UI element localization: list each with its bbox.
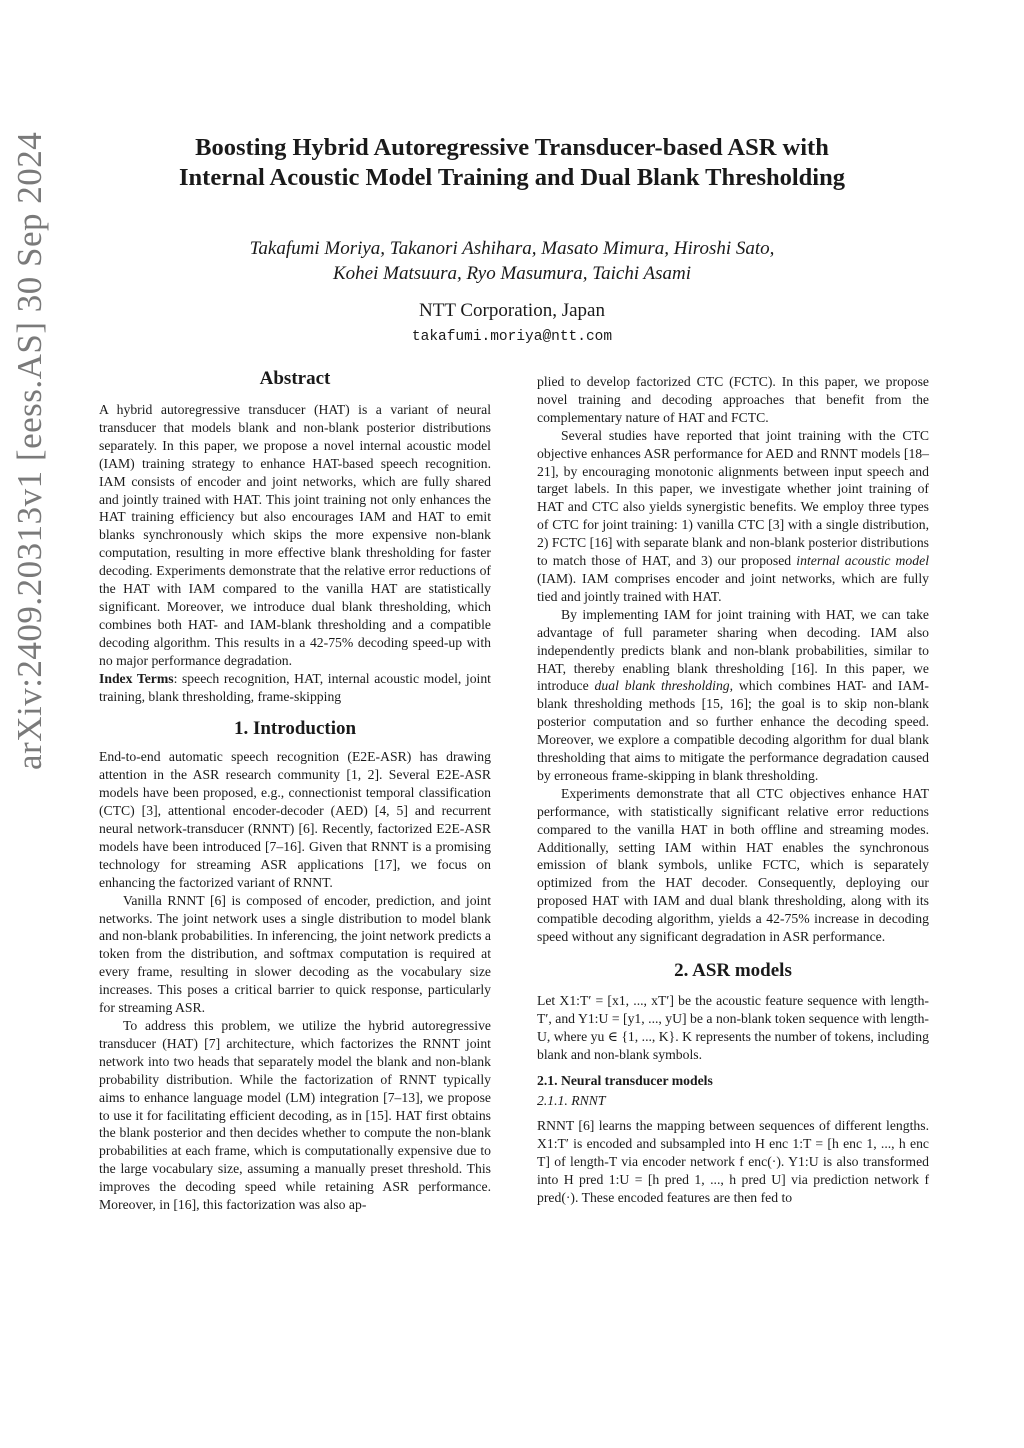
right-column (537, 373, 929, 1207)
affiliation: NTT Corporation, Japan (419, 300, 605, 321)
asr-paragraph-2: RNNT [6] learns the mapping between sequences of different lengths. X1:T′ is encoded and subsampled into H enc 1:T = [h enc 1, ..., h enc T] of length-T via encoder network f enc(·). Y1:U is also transformed into H pred 1:U = [h pred 1, ..., h pred U] via prediction network f pred(·). These encoded features are then fed to (537, 1118, 929, 1206)
intro-paragraph-7: Experiments demonstrate that all CTC objectives enhance HAT performance, with statistically significant relative error reductions compared to the vanilla HAT in both offline and streaming modes. Additionally, setting IAM within HAT enables the synchronous emission of blank symbols, unlike FCTC, which is separately optimized from the HAT decoder. Consequently, deploying our proposed HAT with IAM and dual blank thresholding, along with its compatible decoding algorithm, yields a 42-75% increase in decoding speed without any significant degradation in ASR performance. (537, 785, 929, 945)
intro-p6-emphasis: dual blank thresholding (594, 678, 730, 694)
introduction-heading: 1. Introduction (233, 718, 357, 740)
neural-transducer-subheading: 2.1. Neural transducer models (537, 1072, 713, 1088)
intro-p5-text-b: (IAM). IAM comprises encoder and joint networks, which are fully tied and jointly trained with HAT. (537, 570, 929, 604)
authors-line-1: Takafumi Moriya, Takanori Ashihara, Masato Mimura, Hiroshi Sato, (249, 238, 775, 259)
asr-paragraph-1: Let X1:T′ = [x1, ..., xT′] be the acoustic feature sequence with length-T′, and Y1:U = [y1, ..., yU] be a non-blank token sequence with length-U, where yu ∈ {1, ..., K}. K represents the number of tokens, including blank and non-blank symbols. (537, 993, 929, 1062)
author-list (120, 236, 904, 286)
rnnt-subsubheading: 2.1.1. RNNT (537, 1092, 606, 1108)
asr-models-heading: 2. ASR models (674, 960, 792, 981)
arxiv-identifier: arXiv:2409.20313v1 [eess.AS] 30 Sep 2024 (10, 131, 49, 770)
intro-paragraph-5 (537, 427, 929, 606)
paper-title (120, 133, 904, 193)
index-terms (99, 670, 491, 706)
abstract-text: A hybrid autoregressive transducer (HAT) is a variant of neural transducer that models blank and non-blank posterior distributions separately. In this paper, we propose a novel internal acoustic model (IAM) training strategy to enhance HAT-based speech recognition. IAM consists of encoder and joint networks, which are fully shared and jointly trained with HAT. This joint training not only enhances the HAT training efficiency but also encourages IAM and HAT to emit blanks synchronously which skips the more expensive non-blank computation, resulting in more effective blank thresholding for faster decoding. Experiments demonstrate that the relative error reductions of the HAT with IAM compared to the vanilla HAT are statistically significant. Moreover, we introduce dual blank thresholding, which combines both HAT- and IAM-blank thresholding and a compatible decoding algorithm. This results in a 42-75% decoding speed-up with no major performance degradation. (99, 402, 491, 668)
title-line-1: Boosting Hybrid Autoregressive Transducer-based ASR with (195, 134, 829, 161)
intro-paragraph-6 (537, 606, 929, 785)
intro-p5-emphasis: internal acoustic model (796, 553, 929, 569)
intro-paragraph-3: To address this problem, we utilize the hybrid autoregressive transducer (HAT) [7] architecture, which factorizes the RNNT joint network into two heads that separately model the blank and non-blank probability distribution. While the factorization of RNNT typically aims to enhance language model (LM) integration [7–13], we propose to use it for facilitating efficient decoding, as in [15]. HAT first obtains the blank posterior and then decides whether to compute the non-blank probabilities at each frame, which is computationally expensive due to the large vocabulary size, assuming a manually preset threshold. This improves the decoding speed while retaining ASR performance. Moreover, in [16], this factorization was also ap- (99, 1018, 491, 1213)
intro-paragraph-1: End-to-end automatic speech recognition (E2E-ASR) has drawing attention in the ASR research community [1, 2]. Several E2E-ASR models have been proposed, e.g., connectionist temporal classification (CTC) [3], attentional encoder-decoder (AED) [4, 5] and recurrent neural network-transducer (RNNT) [6]. Recently, factorized E2E-ASR models have been introduced [7–16]. Given that RNNT is a promising technology for streaming ASR applications [17], we focus on enhancing the factorized variant of RNNT. (99, 749, 491, 890)
intro-p5-text-a: Several studies have reported that joint training with the CTC objective enhances ASR performance for AED and RNNT models [18–21], by encouraging monotonic alignments between input speech and target labels. In this paper, we investigate whether joint training of HAT and CTC also yields synergistic benefits. We employ three types of CTC for joint training: 1) vanilla CTC [3] with a single distribution, 2) FCTC [16] with separate blank and non-blank posterior distributions to match those of HAT, and 3) our proposed (537, 427, 929, 569)
intro-p6-text-b: , which combines HAT- and IAM-blank thresholding methods [15, 16]; the goal is to skip non-blank posterior computation and so further enhance the decoding speed. Moreover, we explore a compatible decoding algorithm for dual blank thresholding that aims to mitigate the performance degradation caused by erroneous frame-skipping in blank thresholding. (537, 678, 929, 783)
authors-line-2: Kohei Matsuura, Ryo Masumura, Taichi Asami (332, 263, 692, 284)
contact-email: takafumi.moriya@ntt.com (411, 329, 613, 345)
index-terms-text: : speech recognition, HAT, internal acoustic model, joint training, blank thresholding, frame-skipping (99, 670, 491, 704)
title-line-2: Internal Acoustic Model Training and Dual Blank Thresholding (179, 164, 845, 191)
left-column (99, 368, 491, 1214)
intro-paragraph-4: plied to develop factorized CTC (FCTC). In this paper, we propose novel training and decoding approaches that benefit from the complementary nature of HAT and FCTC. (537, 374, 929, 425)
index-terms-label: Index Terms (99, 670, 174, 686)
intro-p6-text-a: By implementing IAM for joint training with HAT, we can take advantage of full parameter sharing when decoding. IAM also independently predicts blank and non-blank probabilities, similar to HAT, thereby enabling blank thresholding [16]. In this paper, we introduce (537, 606, 929, 694)
intro-paragraph-2: Vanilla RNNT [6] is composed of encoder, prediction, and joint networks. The joint network uses a single distribution to model blank and non-blank probabilities. In inferencing, the joint network predicts a token from the distribution, and softmax computation is required at every frame, resulting in slower decoding as the vocabulary size increases. This poses a critical barrier to quick response, particularly for streaming ASR. (99, 892, 491, 1016)
abstract-heading: Abstract (259, 368, 331, 389)
